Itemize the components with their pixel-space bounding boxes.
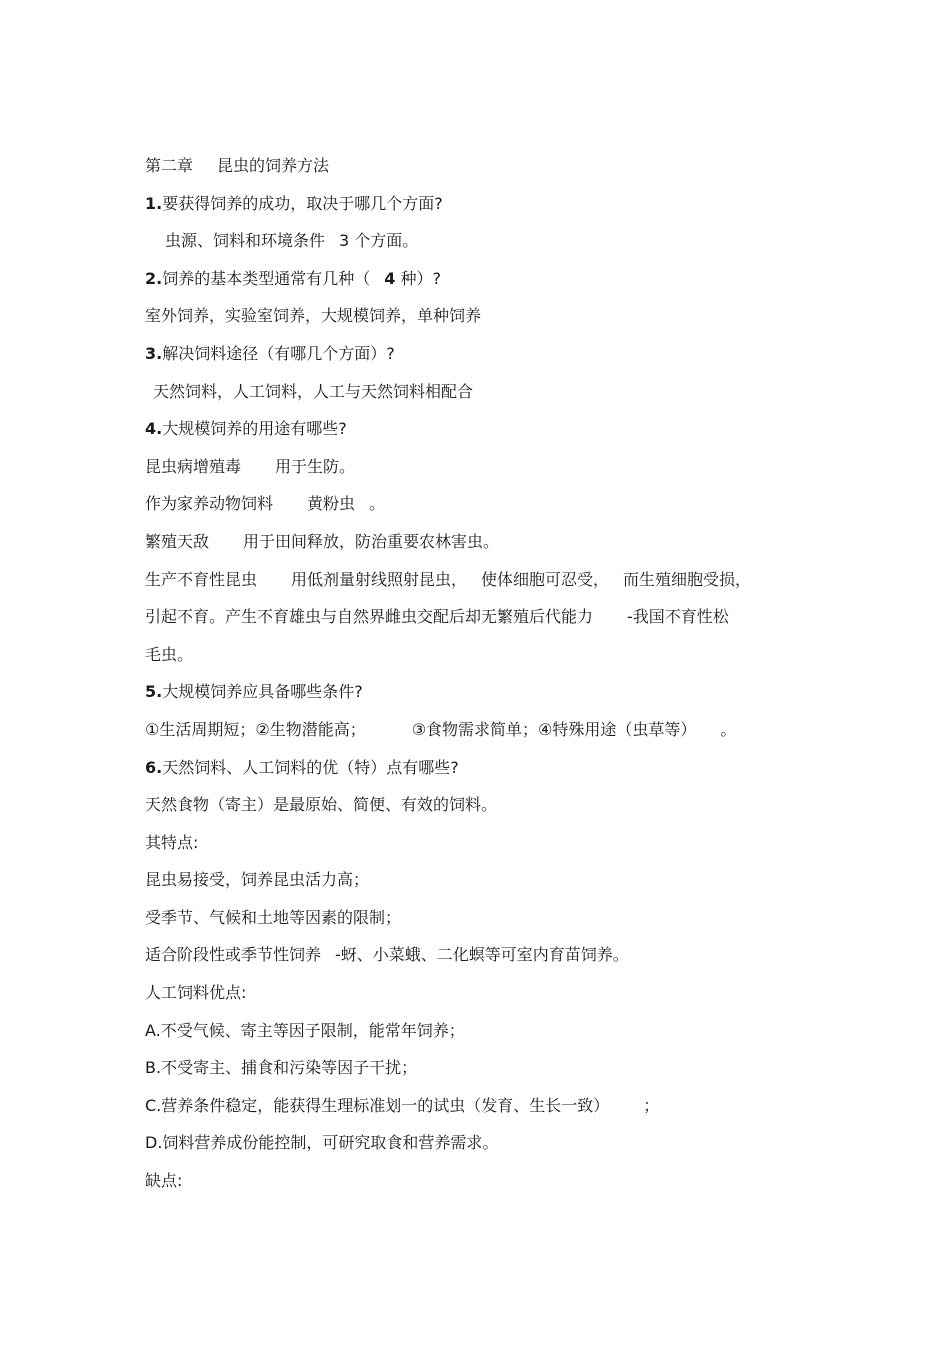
answer-text: -我国不育性松 xyxy=(627,607,729,627)
answer-text: 用于生防。 xyxy=(275,456,356,476)
answer-text: 。 xyxy=(720,719,737,739)
answer-text: 引起不育。产生不育雄虫与自然界雌虫交配后却无繁殖后代能力 xyxy=(145,607,594,627)
answer-6-advantage-d xyxy=(145,1133,825,1153)
question-text: 饲养的基本类型通常有几种（ xyxy=(162,268,371,288)
answer-text: 。 xyxy=(369,494,386,514)
answer-text: 用低剂量射线照射昆虫， xyxy=(291,569,468,589)
answer-3 xyxy=(145,382,825,402)
chapter-title: 昆虫的饲养方法 xyxy=(217,156,330,175)
question-number: 6. xyxy=(145,757,163,777)
question-text: 要获得饲养的成功，取决于哪几个方面? xyxy=(162,193,443,213)
question-number: 3. xyxy=(145,343,163,363)
answer-text: 室外饲养，实验室饲养，大规模饲养，单种饲养 xyxy=(145,306,482,326)
question-number: 4. xyxy=(145,419,163,439)
answer-6-disadvantages-label xyxy=(145,1171,825,1191)
question-number: 1. xyxy=(145,193,163,213)
question-text: 解决饲料途径（有哪几个方面）? xyxy=(162,343,395,363)
answer-6-feature-1 xyxy=(145,870,825,890)
answer-text: 天然饲料，人工饲料，人工与天然饲料相配合 xyxy=(153,381,474,401)
answer-text: ①生活周期短；②生物潜能高； xyxy=(145,719,366,739)
answer-4-use-4-line-2 xyxy=(145,607,825,627)
answer-text: 3 个方面。 xyxy=(339,231,419,251)
answer-text: 昆虫易接受，饲养昆虫活力高； xyxy=(145,870,370,890)
answer-4-use-1 xyxy=(145,457,825,477)
answer-text: 天然食物（寄主）是最原始、简便、有效的饲料。 xyxy=(145,795,498,815)
answer-text: 昆虫病增殖毒 xyxy=(145,456,242,476)
answer-text: A.不受气候、寄主等因子限制，能常年饲养； xyxy=(145,1020,465,1040)
answer-text: 毛虫。 xyxy=(145,644,194,664)
chapter-number: 第二章 xyxy=(145,156,194,175)
answer-6-feature-3 xyxy=(145,945,825,965)
chapter-heading xyxy=(145,156,825,176)
answer-text: 缺点: xyxy=(145,1171,183,1191)
answer-text: 受季节、气候和土地等因素的限制； xyxy=(145,907,402,927)
answer-4-use-4-line-3 xyxy=(145,645,825,665)
answer-text: 适合阶段性或季节性饲养 xyxy=(145,945,322,965)
answer-text: 虫源、饲料和环境条件 xyxy=(165,231,326,251)
answer-text: D.饲料营养成份能控制，可研究取食和营养需求。 xyxy=(145,1133,499,1153)
answer-text: ； xyxy=(643,1095,660,1115)
answer-text: 黄粉虫 xyxy=(307,494,356,514)
question-5 xyxy=(145,682,825,702)
answer-text: 而生殖细胞受损， xyxy=(623,569,752,589)
answer-text: -蚜、小菜蛾、二化螟等可室内育苗饲养。 xyxy=(335,945,629,965)
question-number: 5. xyxy=(145,682,163,702)
answer-text: 其特点: xyxy=(145,832,199,852)
question-4 xyxy=(145,419,825,439)
answer-text: 生产不育性昆虫 xyxy=(145,569,258,589)
answer-6-features-label xyxy=(145,833,825,853)
answer-text: 人工饲料优点: xyxy=(145,983,247,1003)
question-2 xyxy=(145,269,825,289)
question-text: 天然饲料、人工饲料的优（特）点有哪些? xyxy=(162,757,459,777)
answer-1 xyxy=(145,231,825,251)
question-3 xyxy=(145,344,825,364)
answer-6-feature-2 xyxy=(145,908,825,928)
answer-text: ③食物需求简单；④特殊用途（虫草等） xyxy=(411,719,697,739)
answer-text: 作为家养动物饲料 xyxy=(145,494,274,514)
question-number: 2. xyxy=(145,268,163,288)
question-1 xyxy=(145,194,825,214)
answer-6-natural-intro xyxy=(145,795,825,815)
answer-text: C.营养条件稳定，能获得生理标准划一的试虫（发育、生长一致） xyxy=(145,1095,610,1115)
answer-text: 繁殖天敌 xyxy=(145,531,210,551)
question-text: 大规模饲养应具备哪些条件? xyxy=(162,682,363,702)
document-body xyxy=(145,156,825,1209)
answer-text: B.不受寄主、捕食和污染等因子干扰； xyxy=(145,1058,418,1078)
answer-6-advantage-a xyxy=(145,1021,825,1041)
answer-text: 用于田间释放，防治重要农林害虫。 xyxy=(243,531,500,551)
answer-5 xyxy=(145,720,825,740)
question-text: 4 xyxy=(384,268,396,288)
answer-4-use-3 xyxy=(145,532,825,552)
question-6 xyxy=(145,758,825,778)
answer-6-advantage-b xyxy=(145,1058,825,1078)
answer-2 xyxy=(145,306,825,326)
answer-4-use-2 xyxy=(145,494,825,514)
question-text: 大规模饲养的用途有哪些? xyxy=(162,419,347,439)
answer-4-use-4-line-1 xyxy=(145,570,825,590)
answer-6-advantage-c xyxy=(145,1096,825,1116)
question-text: 种）? xyxy=(400,268,441,288)
answer-6-artificial-label xyxy=(145,983,825,1003)
answer-text: 使体细胞可忍受， xyxy=(481,569,610,589)
